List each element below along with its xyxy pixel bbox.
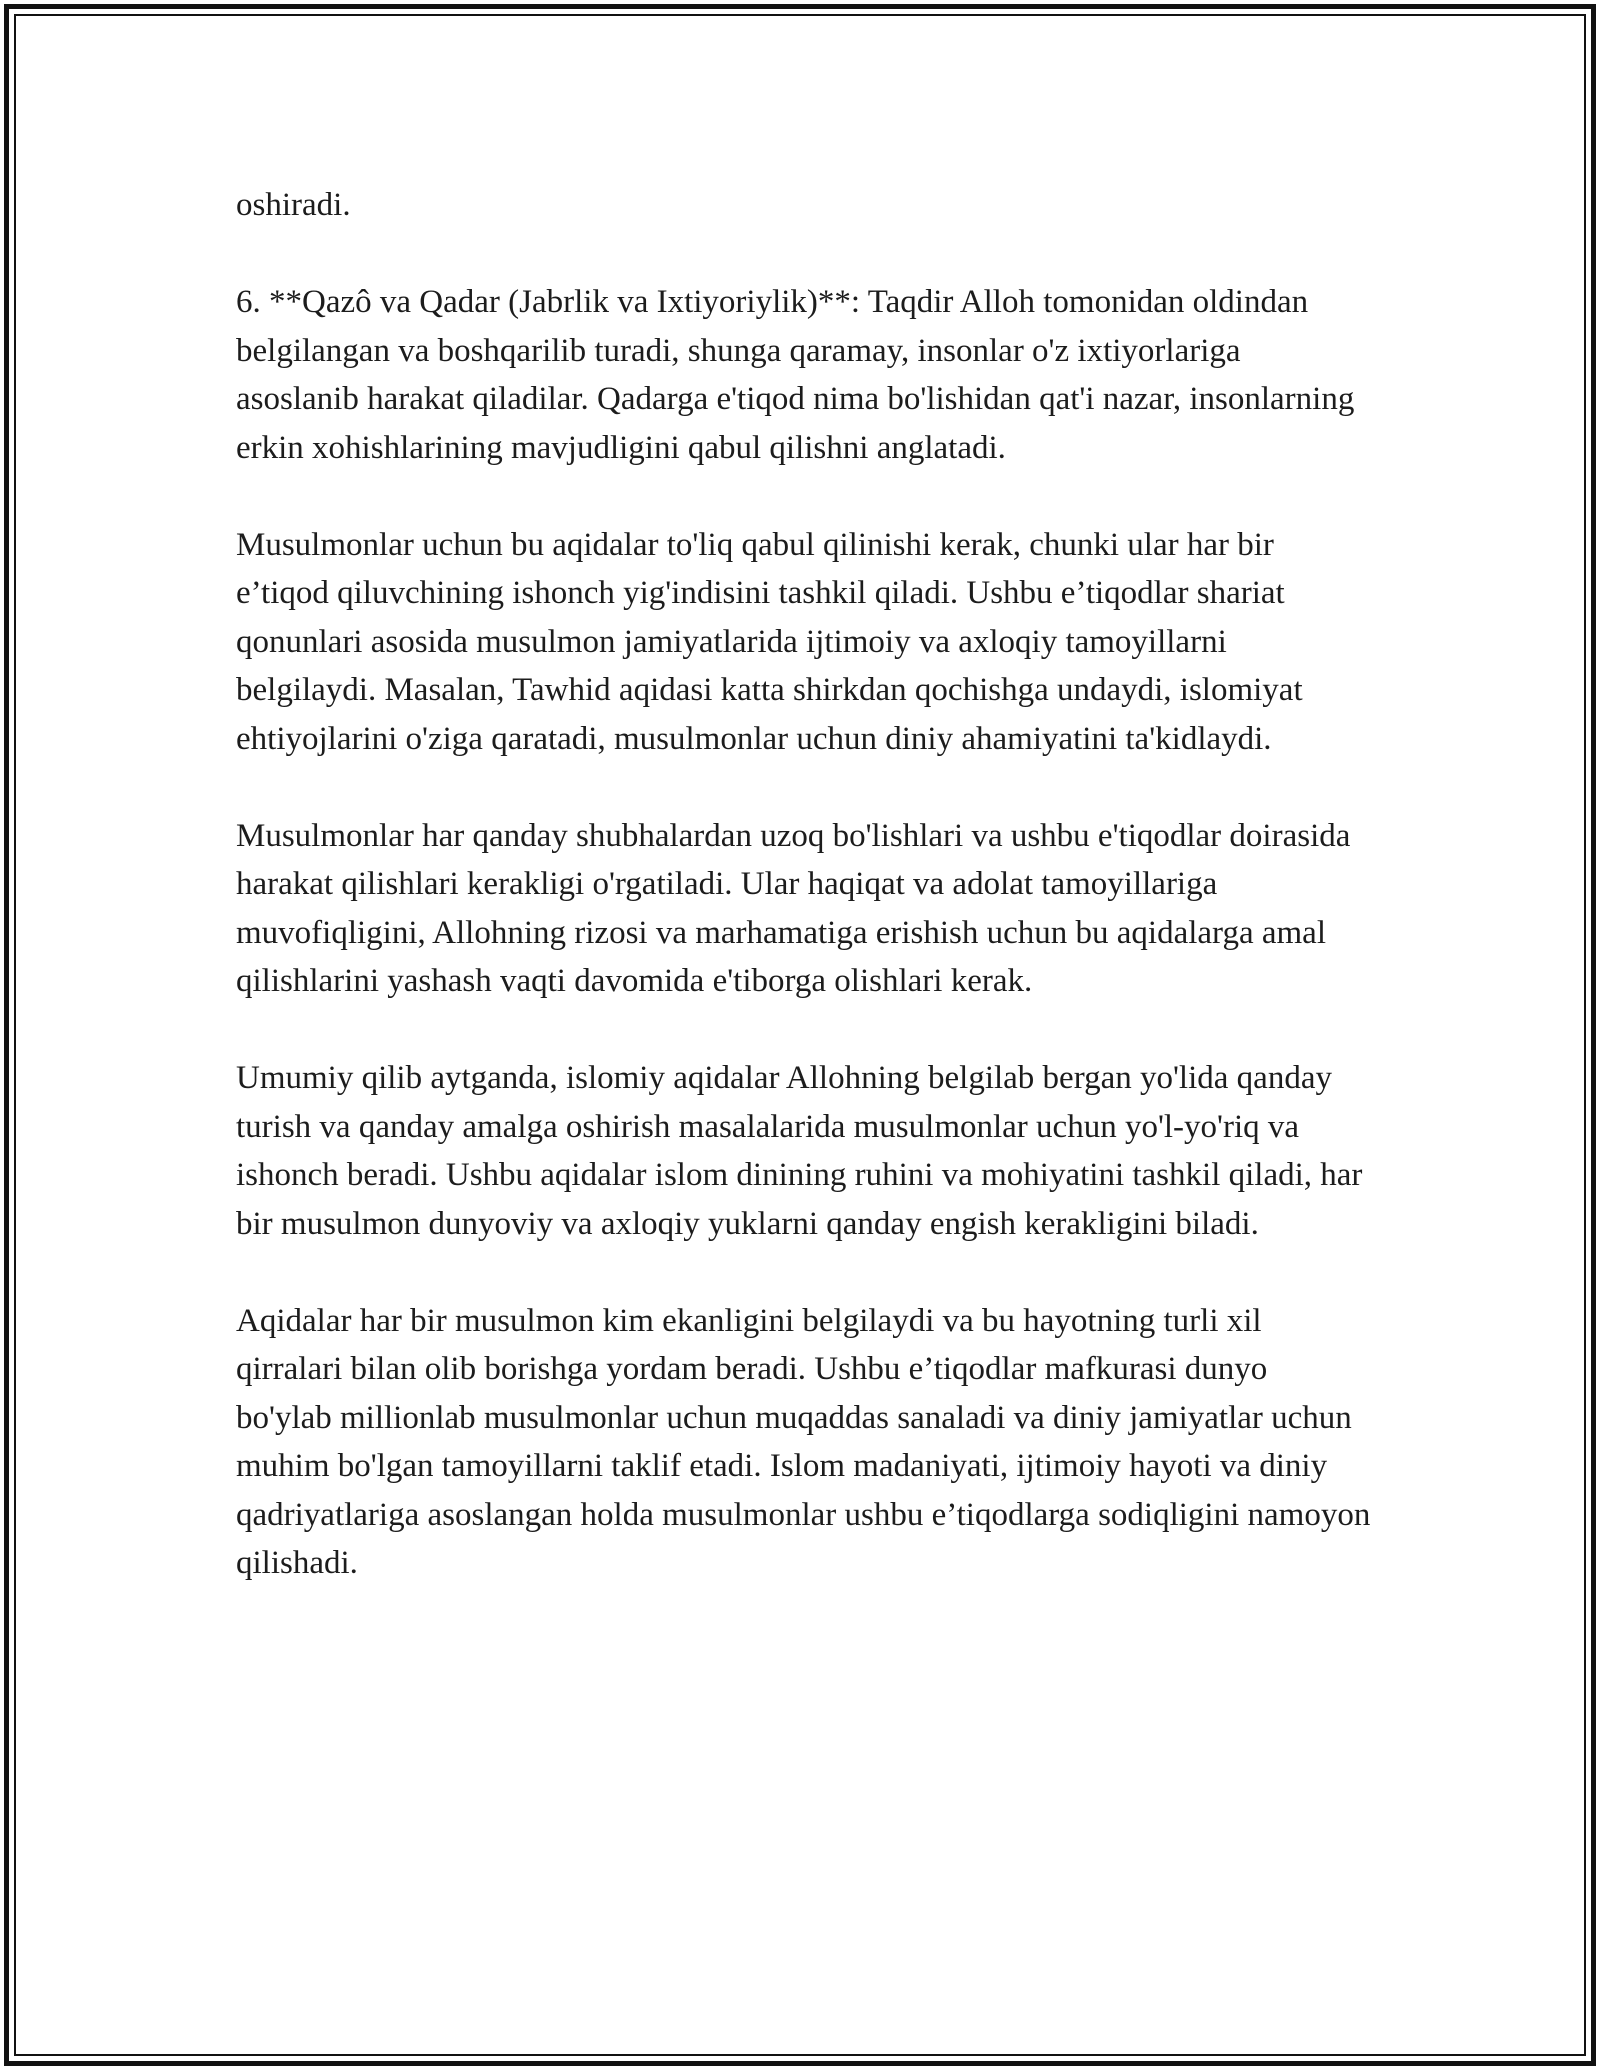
paragraph-umumiy-xulosa: Umumiy qilib aytganda, islomiy aqidalar Allohning belgilab bergan yo'lida qanday turish va qanday amalga oshirish masalalarida musulmonlar uchun yo'l-yo'riq va ishonch beradi. Ushbu aqidalar islom dinining ruhini va mohiyatini tashkil qiladi, har bir musulmon dunyoviy va axloqiy yuklarni qanday engish kerakligini biladi.	[236, 1060, 1363, 1242]
paragraph-continuation: oshiradi.	[236, 187, 351, 223]
paragraph-aqidalar-qabul: Musulmonlar uchun bu aqidalar to'liq qabul qilinishi kerak, chunki ular har bir e’tiqod qiluvchining ishonch yig'indisini tashkil qiladi. Ushbu e’tiqodlar shariat qonunlari asosida musulmon jamiyatlarida ijtimoiy va axloqiy tamoyillarni belgilaydi. Masalan, Tawhid aqidasi katta shirkdan qochishga undaydi, islomiyat ehtiyojlarini o'ziga qaratadi, musulmonlar uchun diniy ahamiyatini ta'kidlaydi.	[236, 526, 1303, 757]
document-body	[236, 181, 1371, 1636]
paragraph-qazo-va-qadar: 6. **Qazô va Qadar (Jabrlik va Ixtiyoriylik)**: Taqdir Alloh tomonidan oldindan belgilangan va boshqarilib turadi, shunga qaramay, insonlar o'z ixtiyorlariga asoslanib harakat qiladilar. Qadarga e'tiqod nima bo'lishidan qat'i nazar, insonlarning erkin xohishlarining mavjudligini qabul qilishni anglatadi.	[236, 284, 1355, 466]
paragraph-aqidalar-ahamiyati: Aqidalar har bir musulmon kim ekanligini belgilaydi va bu hayotning turli xil qirralari bilan olib borishga yordam beradi. Ushbu e’tiqodlar mafkurasi dunyo bo'ylab millionlab musulmonlar uchun muqaddas sanaladi va diniy jamiyatlar uchun muhim bo'lgan tamoyillarni taklif etadi. Islom madaniyati, ijtimoiy hayoti va diniy qadriyatlariga asoslangan holda musulmonlar ushbu e’tiqodlarga sodiqligini namoyon qilishadi.	[236, 1302, 1371, 1581]
paragraph-shubhalardan-uzoq: Musulmonlar har qanday shubhalardan uzoq bo'lishlari va ushbu e'tiqodlar doirasida harakat qilishlari kerakligi o'rgatiladi. Ular haqiqat va adolat tamoyillariga muvofiqligini, Allohning rizosi va marhamatiga erishish uchun bu aqidalarga amal qilishlarini yashash vaqti davomida e'tiborga olishlari kerak.	[236, 817, 1351, 999]
